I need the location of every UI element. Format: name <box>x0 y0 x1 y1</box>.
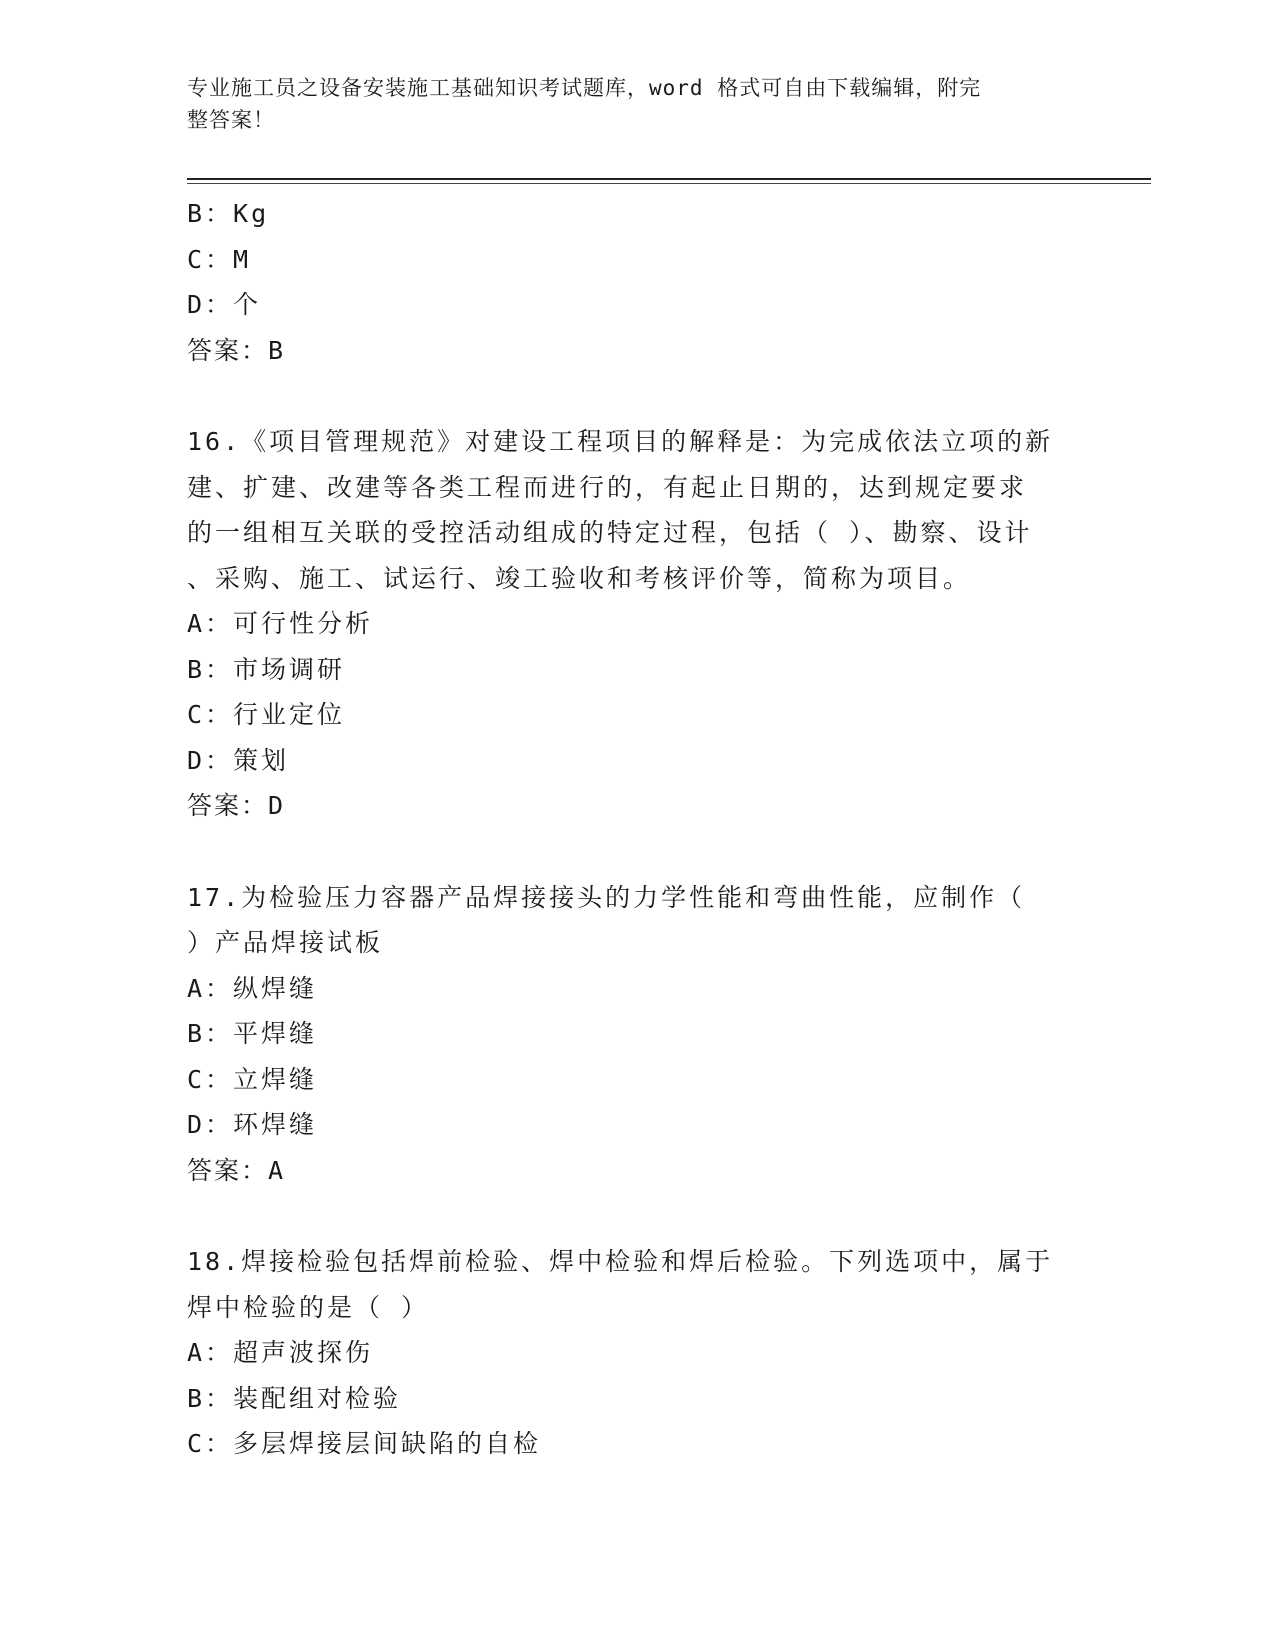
header-line-1: 专业施工员之设备安装施工基础知识考试题库，word 格式可自由下载编辑，附完 <box>187 76 982 100</box>
option-b: B：市场调研 <box>187 654 346 684</box>
option-a: A：纵焊缝 <box>187 973 318 1003</box>
option-b: B：平焊缝 <box>187 1019 318 1048</box>
option-b: B：装配组对检验 <box>187 1383 402 1413</box>
header-divider-thick <box>187 178 1151 180</box>
option-d: D：个 <box>187 290 262 319</box>
question-text-line: ）产品焊接试板 <box>187 928 384 957</box>
spacer <box>187 1193 1087 1239</box>
header-divider-thin <box>187 183 1151 184</box>
answer-value: B <box>268 335 285 365</box>
question-text-line: 的一组相互关联的受控活动组成的特定过程，包括（ ）、勘察、设计 <box>187 518 1033 547</box>
question-17 <box>187 875 1087 1194</box>
answer-line <box>187 1148 1087 1194</box>
spacer <box>187 829 1087 875</box>
option-c: C：M <box>187 244 252 274</box>
question-text-line: 16.《项目管理规范》对建设工程项目的解释是：为完成依法立项的新 <box>187 427 1054 456</box>
answer-value: D <box>268 791 285 820</box>
option-d: D：环焊缝 <box>187 1110 318 1139</box>
document-body <box>187 191 1087 1467</box>
option-d: D：策划 <box>187 745 290 775</box>
answer-label: 答案： <box>187 335 269 365</box>
option-a: A：超声波探伤 <box>187 1338 374 1367</box>
option-c: C：立焊缝 <box>187 1064 318 1094</box>
question-text-line: 17.为检验压力容器产品焊接接头的力学性能和弯曲性能，应制作（ <box>187 882 1026 912</box>
question-18 <box>187 1239 1087 1467</box>
answer-line <box>187 783 1087 829</box>
answer-label: 答案： <box>187 791 269 820</box>
question-15-continued <box>187 191 1087 373</box>
option-a: A：可行性分析 <box>187 609 374 638</box>
answer-label: 答案： <box>187 1155 269 1185</box>
question-16 <box>187 419 1087 829</box>
option-b: B：Kg <box>187 199 270 228</box>
question-text-line: 18.焊接检验包括焊前检验、焊中检验和焊后检验。下列选项中，属于 <box>187 1247 1054 1276</box>
header-line-2: 整答案！ <box>187 108 275 132</box>
document-header <box>187 72 1067 136</box>
option-c: C：多层焊接层间缺陷的自检 <box>187 1429 542 1458</box>
answer-line <box>187 328 1087 374</box>
question-text-line: 建、扩建、改建等各类工程而进行的，有起止日期的，达到规定要求 <box>187 472 1028 502</box>
spacer <box>187 373 1087 419</box>
question-text-line: 焊中检验的是（ ） <box>187 1292 430 1322</box>
answer-value: A <box>268 1155 285 1185</box>
option-c: C：行业定位 <box>187 700 346 729</box>
question-text-line: 、采购、施工、试运行、竣工验收和考核评价等，简称为项目。 <box>187 563 972 593</box>
